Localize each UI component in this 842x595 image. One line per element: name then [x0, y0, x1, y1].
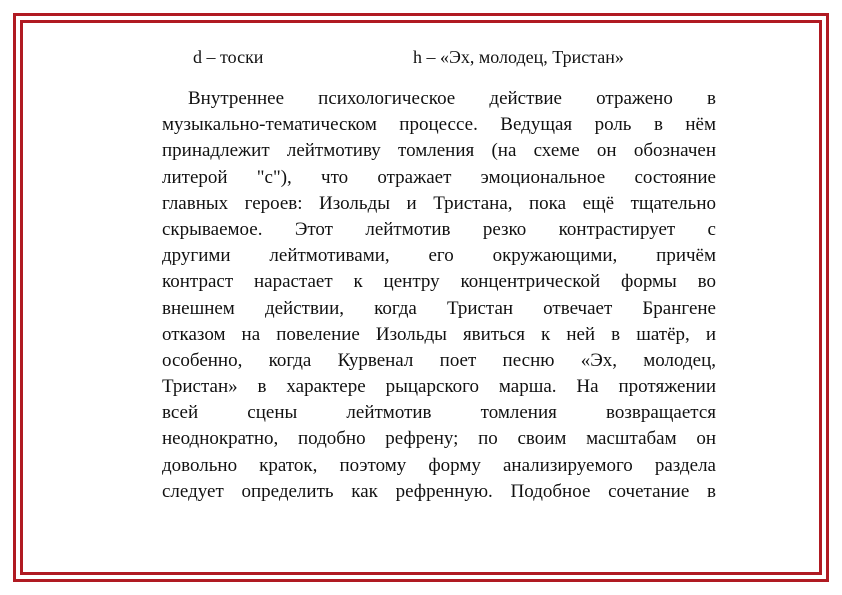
legend-h: h – «Эх, молодец, Тристан»	[413, 47, 624, 67]
paragraph-line: внешнем действии, когда Тристан отвечает Брангене	[162, 297, 716, 319]
paragraph-line: скрываемое. Этот лейтмотив резко контрастирует с	[162, 218, 716, 240]
paragraph-line: главных героев: Изольды и Тристана, пока ещё тщательно	[162, 192, 716, 214]
paragraph-line: следует определить как рефренную. Подобное сочетание в	[162, 480, 716, 502]
paragraph-line: всей сцены лейтмотив томления возвращается	[162, 402, 716, 424]
paragraph-line: музыкально-тематическом процессе. Ведущая роль в нём	[162, 114, 716, 136]
paragraph-line: неоднократно, подобно рефрену; по своим масштабам он	[162, 428, 716, 450]
paragraph-line: другими лейтмотивами, его окружающими, причём	[162, 245, 716, 267]
paragraph-line: отказом на повеление Изольды явиться к ней в шатёр, и	[162, 323, 716, 345]
legend-row	[0, 47, 842, 69]
paragraph-line: Тристан» в характере рыцарского марша. На протяжении	[162, 376, 716, 398]
body-paragraph	[162, 86, 716, 505]
legend-d: d – тоски	[193, 47, 264, 67]
paragraph-line: контраст нарастает к центру концентрической формы во	[162, 271, 716, 293]
paragraph-line: особенно, когда Курвенал поет песню «Эх, молодец,	[162, 349, 716, 371]
paragraph-line: литерой "с"), что отражает эмоциональное состояние	[162, 166, 716, 188]
paragraph-line: принадлежит лейтмотиву томления (на схеме он обозначен	[162, 140, 716, 162]
paragraph-line: довольно краток, поэтому форму анализируемого раздела	[162, 454, 716, 476]
paragraph-line: Внутреннее психологическое действие отражено в	[188, 88, 716, 109]
